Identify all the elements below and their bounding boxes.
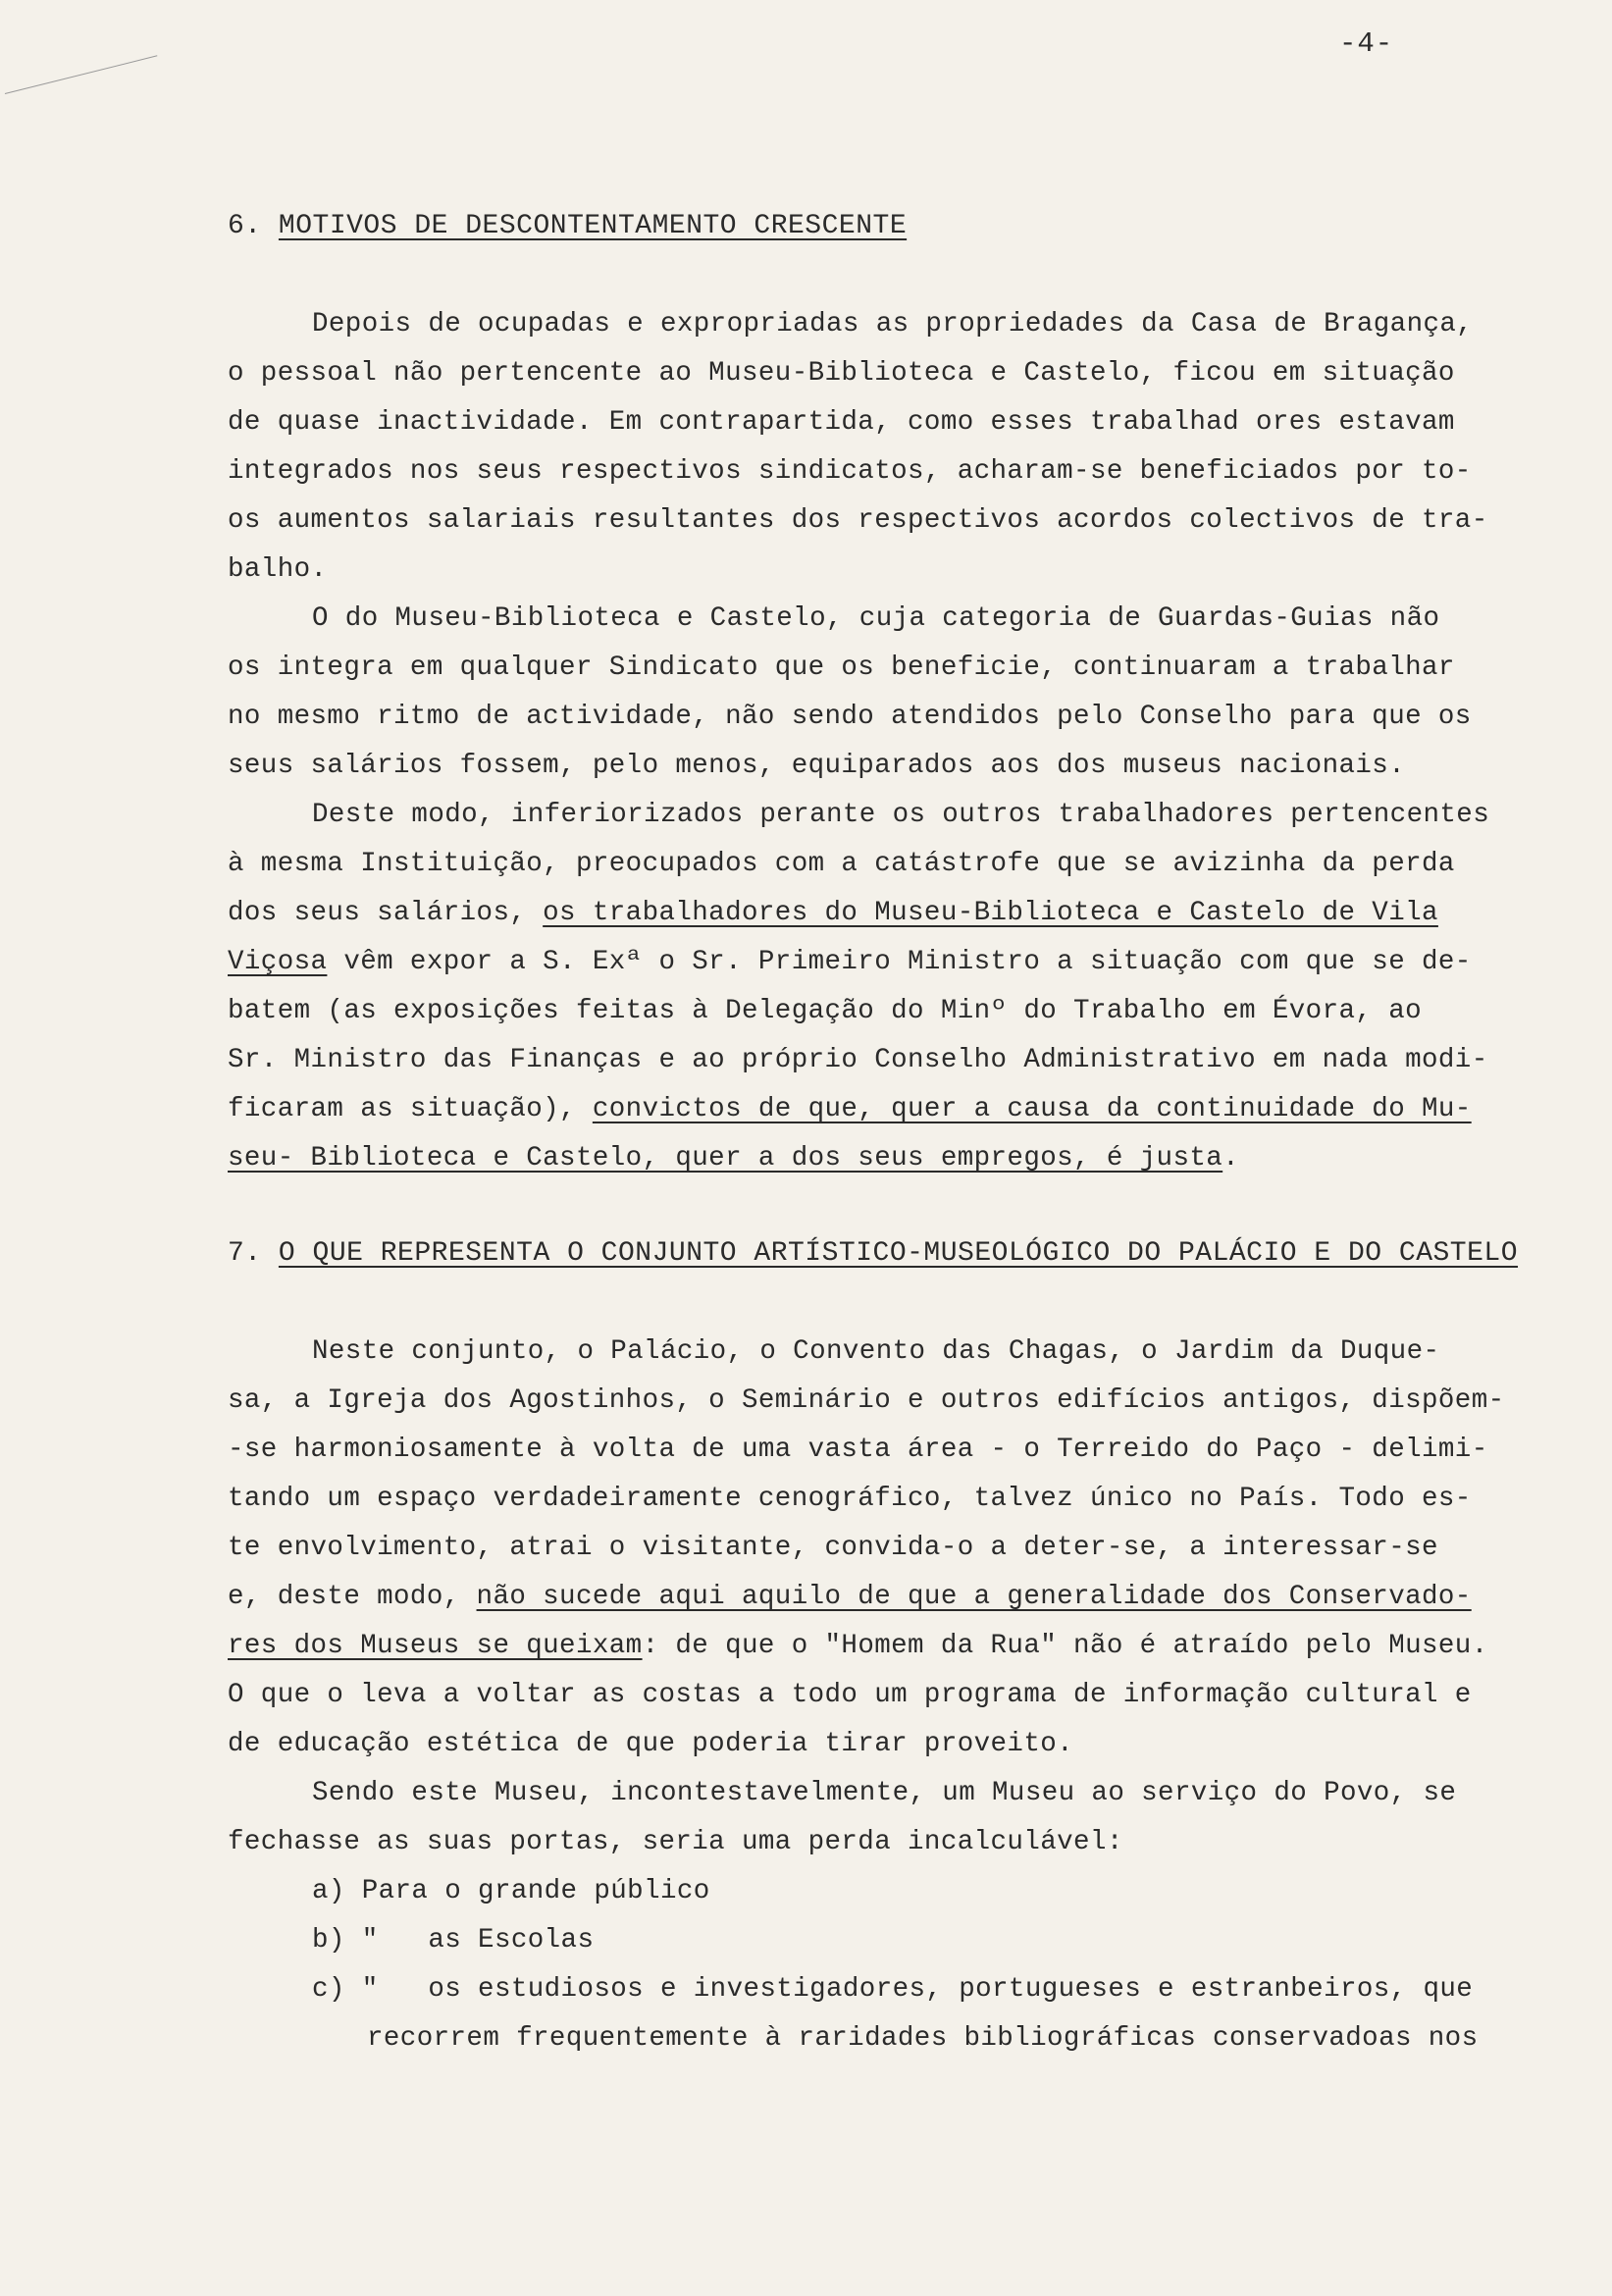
paragraph-line: de quase inactividade. Em contrapartida, como esses trabalhad ores estavam bbox=[228, 407, 1455, 438]
underlined-text: res dos Museus se queixam bbox=[228, 1631, 643, 1661]
paragraph-line: Sendo este Museu, incontestavelmente, um Museu ao serviço do Povo, se bbox=[312, 1778, 1457, 1808]
text-segment: dos seus salários, bbox=[228, 898, 544, 928]
paragraph-line bbox=[228, 1578, 1472, 1617]
paragraph-line: batem (as exposições feitas à Delegação do Minº do Trabalho em Évora, ao bbox=[228, 996, 1422, 1026]
text-segment: . bbox=[1222, 1143, 1240, 1174]
paragraph-line: tando um espaço verdadeiramente cenográfico, talvez único no País. Todo es- bbox=[228, 1484, 1472, 1514]
paragraph-line bbox=[228, 894, 1438, 933]
paragraph-line: sa, a Igreja dos Agostinhos, o Seminário e outros edifícios antigos, dispõem- bbox=[228, 1385, 1505, 1416]
list-text: " as Escolas bbox=[361, 1925, 595, 1956]
section-title: O QUE REPRESENTA O CONJUNTO ARTÍSTICO-MUSEOLÓGICO DO PALÁCIO E DO CASTELO bbox=[278, 1238, 1519, 1269]
section-title: MOTIVOS DE DESCONTENTAMENTO CRESCENTE bbox=[278, 211, 908, 241]
paragraph-line: o pessoal não pertencente ao Museu-Biblioteca e Castelo, ficou em situação bbox=[228, 358, 1455, 389]
paragraph-line: Sr. Ministro das Finanças e ao próprio Conselho Administrativo em nada modi- bbox=[228, 1045, 1488, 1075]
list-item-b bbox=[312, 1921, 594, 1960]
text-segment: e, deste modo, bbox=[228, 1582, 477, 1612]
underlined-text: os trabalhadores do Museu-Biblioteca e Castelo de Vila bbox=[543, 898, 1438, 928]
section-number: 6. bbox=[228, 211, 262, 241]
list-marker: b) bbox=[312, 1925, 345, 1956]
text-segment: ficaram as situação), bbox=[228, 1094, 593, 1124]
underlined-text: Viçosa bbox=[228, 947, 328, 977]
paragraph-line: te envolvimento, atrai o visitante, convida-o a deter-se, a interessar-se bbox=[228, 1533, 1438, 1563]
section-6-heading bbox=[228, 211, 907, 241]
list-continuation: recorrem frequentemente à raridades bibliográficas conservadoas nos bbox=[367, 2023, 1479, 2054]
underlined-text: convictos de que, quer a causa da continuidade do Mu- bbox=[592, 1094, 1472, 1124]
list-marker: a) bbox=[312, 1876, 345, 1906]
list-item-a bbox=[312, 1872, 710, 1911]
page-number: -4- bbox=[1339, 27, 1394, 60]
paragraph-line bbox=[228, 943, 1472, 982]
paragraph-line: O do Museu-Biblioteca e Castelo, cuja categoria de Guardas-Guias não bbox=[312, 603, 1440, 634]
paragraph-line: os aumentos salariais resultantes dos respectivos acordos colectivos de tra- bbox=[228, 505, 1488, 536]
section-7-heading bbox=[228, 1238, 1518, 1269]
paragraph-line: fechasse as suas portas, seria uma perda incalculável: bbox=[228, 1827, 1123, 1857]
paragraph-line bbox=[228, 1090, 1472, 1129]
list-item-c bbox=[312, 1970, 1473, 2009]
paragraph-line: seus salários fossem, pelo menos, equiparados aos dos museus nacionais. bbox=[228, 751, 1406, 781]
paragraph-line: balho. bbox=[228, 554, 328, 585]
list-text: Para o grande público bbox=[361, 1876, 710, 1906]
section-number: 7. bbox=[228, 1238, 262, 1269]
list-text: " os estudiosos e investigadores, portugueses e estranbeiros, que bbox=[361, 1974, 1474, 2005]
underlined-text: seu- Biblioteca e Castelo, quer a dos seus empregos, é justa bbox=[228, 1143, 1223, 1174]
paragraph-line: os integra em qualquer Sindicato que os beneficie, continuaram a trabalhar bbox=[228, 652, 1455, 683]
paragraph-line bbox=[228, 1627, 1488, 1666]
scan-mark bbox=[5, 55, 157, 94]
paragraph-line bbox=[228, 1139, 1239, 1178]
text-segment: vêm expor a S. Exª o Sr. Primeiro Ministro a situação com que se de- bbox=[327, 947, 1472, 977]
paragraph-line: integrados nos seus respectivos sindicatos, acharam-se beneficiados por to- bbox=[228, 456, 1472, 487]
paragraph-line: Depois de ocupadas e expropriadas as propriedades da Casa de Bragança, bbox=[312, 309, 1474, 339]
paragraph-line: O que o leva a voltar as costas a todo um programa de informação cultural e bbox=[228, 1680, 1472, 1710]
list-marker: c) bbox=[312, 1974, 345, 2005]
paragraph-line: de educação estética de que poderia tirar proveito. bbox=[228, 1729, 1074, 1759]
paragraph-line: Neste conjunto, o Palácio, o Convento das Chagas, o Jardim da Duque- bbox=[312, 1336, 1440, 1367]
paragraph-line: -se harmoniosamente à volta de uma vasta área - o Terreido do Paço - delimi- bbox=[228, 1435, 1488, 1465]
text-segment: : de que o "Homem da Rua" não é atraído pelo Museu. bbox=[642, 1631, 1488, 1661]
paragraph-line: Deste modo, inferiorizados perante os outros trabalhadores pertencentes bbox=[312, 800, 1490, 830]
paragraph-line: no mesmo ritmo de actividade, não sendo atendidos pelo Conselho para que os bbox=[228, 702, 1472, 732]
underlined-text: não sucede aqui aquilo de que a generalidade dos Conservado- bbox=[476, 1582, 1472, 1612]
paragraph-line: à mesma Instituição, preocupados com a catástrofe que se avizinha da perda bbox=[228, 849, 1455, 879]
